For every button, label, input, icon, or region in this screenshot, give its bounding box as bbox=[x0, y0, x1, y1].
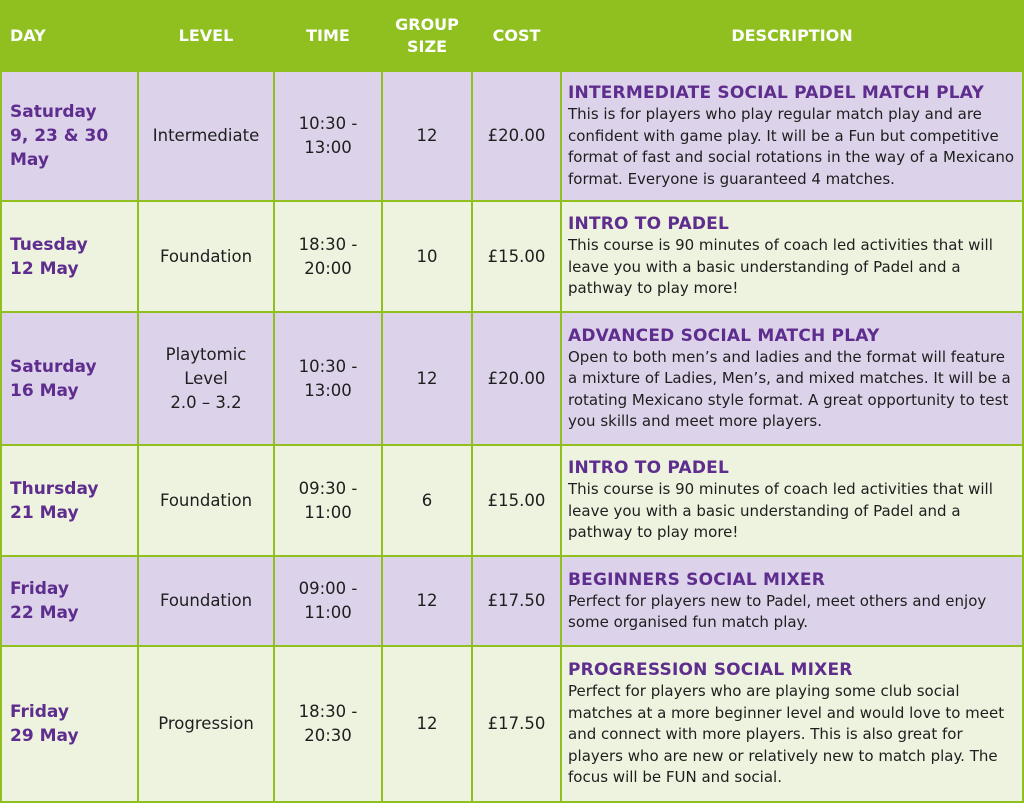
table-row bbox=[1, 312, 1023, 445]
group-size-cell: 10 bbox=[382, 201, 472, 312]
table-row bbox=[1, 201, 1023, 312]
time-cell bbox=[274, 201, 382, 312]
day-line: Saturday bbox=[10, 356, 97, 377]
time-line: 09:00 - bbox=[298, 579, 358, 598]
description-cell bbox=[561, 71, 1023, 201]
description-cell bbox=[561, 445, 1023, 556]
day-line: 21 May bbox=[10, 502, 79, 523]
header-row bbox=[1, 1, 1023, 71]
cost-cell: £17.50 bbox=[472, 556, 561, 646]
level-line: Level bbox=[184, 368, 228, 388]
group-size-cell: 12 bbox=[382, 556, 472, 646]
session-title: INTERMEDIATE SOCIAL PADEL MATCH PLAY bbox=[568, 83, 985, 103]
day-line: Tuesday bbox=[10, 234, 88, 255]
table-row bbox=[1, 556, 1023, 646]
description-cell bbox=[561, 556, 1023, 646]
session-title: PROGRESSION SOCIAL MIXER bbox=[568, 660, 853, 681]
day-line: 29 May bbox=[10, 726, 79, 746]
time-line: 20:30 bbox=[304, 726, 352, 745]
header-group-size bbox=[382, 1, 472, 71]
header-description: DESCRIPTION bbox=[561, 1, 1023, 71]
level-cell bbox=[138, 71, 274, 201]
time-line: 13:00 bbox=[304, 138, 352, 157]
description-cell bbox=[561, 312, 1023, 445]
session-title: BEGINNERS SOCIAL MIXER bbox=[568, 569, 826, 590]
day-cell bbox=[1, 445, 138, 556]
group-size-cell: 12 bbox=[382, 312, 472, 445]
table-row bbox=[1, 445, 1023, 556]
session-description: This course is 90 minutes of coach led activities that will leave you with a basic understanding of Padel and a pathway to play more! bbox=[568, 236, 993, 298]
day-cell bbox=[1, 71, 138, 201]
time-line: 11:00 bbox=[304, 502, 352, 522]
group-size-cell: 12 bbox=[382, 646, 472, 802]
session-description: This is for players who play regular match play and are confident with game play. It will be a Fun but competitive format of fast and social rotations in the way of a Mexicano format. Everyone is guaranteed 4 matches. bbox=[568, 105, 1015, 188]
time-cell bbox=[274, 71, 382, 201]
group-size-cell: 6 bbox=[382, 445, 472, 556]
time-cell bbox=[274, 646, 382, 802]
session-description: Perfect for players new to Padel, meet others and enjoy some organised fun match play. bbox=[568, 591, 987, 631]
time-line: 11:00 bbox=[304, 603, 352, 622]
session-title: ADVANCED SOCIAL MATCH PLAY bbox=[568, 325, 880, 346]
header-day: DAY bbox=[1, 1, 138, 71]
time-line: 10:30 - bbox=[298, 356, 358, 376]
level-cell bbox=[138, 445, 274, 556]
session-description: This course is 90 minutes of coach led activities that will leave you with a basic understanding of Padel and a pathway to play more! bbox=[568, 480, 993, 542]
level-line: Intermediate bbox=[152, 126, 260, 145]
level-cell bbox=[138, 201, 274, 312]
level-cell bbox=[138, 646, 274, 802]
description-cell bbox=[561, 646, 1023, 802]
time-cell bbox=[274, 445, 382, 556]
day-line: Friday bbox=[10, 579, 69, 599]
day-line: 22 May bbox=[10, 603, 79, 623]
day-cell bbox=[1, 201, 138, 312]
header-cost: COST bbox=[472, 1, 561, 71]
day-line: 12 May bbox=[10, 258, 79, 279]
cost-cell: £20.00 bbox=[472, 312, 561, 445]
day-line: 16 May bbox=[10, 380, 79, 401]
level-cell bbox=[138, 312, 274, 445]
level-line: Foundation bbox=[159, 591, 253, 610]
header-time: TIME bbox=[274, 1, 382, 71]
cost-cell: £20.00 bbox=[472, 71, 561, 201]
session-title: INTRO TO PADEL bbox=[568, 214, 729, 235]
cost-cell: £17.50 bbox=[472, 646, 561, 802]
day-line: Saturday bbox=[10, 102, 97, 122]
level-line: Foundation bbox=[159, 246, 253, 266]
day-line: 9, 23 & 30 bbox=[10, 126, 109, 146]
time-cell bbox=[274, 556, 382, 646]
time-cell bbox=[274, 312, 382, 445]
level-line: Foundation bbox=[159, 490, 253, 510]
cost-cell: £15.00 bbox=[472, 201, 561, 312]
day-cell bbox=[1, 556, 138, 646]
header-level: LEVEL bbox=[138, 1, 274, 71]
day-line: Friday bbox=[10, 702, 69, 722]
day-line: Thursday bbox=[10, 478, 99, 499]
cost-cell: £15.00 bbox=[472, 445, 561, 556]
session-title: INTRO TO PADEL bbox=[568, 458, 729, 479]
time-line: 18:30 - bbox=[298, 702, 358, 721]
level-line: Playtomic bbox=[165, 344, 247, 364]
header-group-size-line2: SIZE bbox=[406, 37, 447, 56]
level-cell bbox=[138, 556, 274, 646]
session-description: Open to both men’s and ladies and the format will feature a mixture of Ladies, Men’s, and mixed matches. It will be a rotating Mexicano style format. A great opportunity to test you skills and meet more players. bbox=[568, 347, 1011, 430]
time-line: 13:00 bbox=[304, 380, 352, 400]
day-line: May bbox=[10, 150, 49, 170]
day-cell bbox=[1, 312, 138, 445]
time-line: 10:30 - bbox=[298, 114, 358, 133]
time-line: 18:30 - bbox=[298, 234, 358, 254]
group-size-cell: 12 bbox=[382, 71, 472, 201]
session-description: Perfect for players who are playing some club social matches at a more beginner level and would love to meet and connect with more players. This is also great for players who are new or relatively new to match play. The focus will be FUN and social. bbox=[568, 682, 1005, 787]
level-line: 2.0 – 3.2 bbox=[170, 392, 242, 412]
description-cell bbox=[561, 201, 1023, 312]
time-line: 20:00 bbox=[304, 258, 352, 278]
header-group-size-line1: GROUP bbox=[395, 15, 459, 34]
table-row bbox=[1, 646, 1023, 802]
time-line: 09:30 - bbox=[298, 478, 358, 498]
level-line: Progression bbox=[158, 714, 254, 733]
day-cell bbox=[1, 646, 138, 802]
table-row bbox=[1, 71, 1023, 201]
